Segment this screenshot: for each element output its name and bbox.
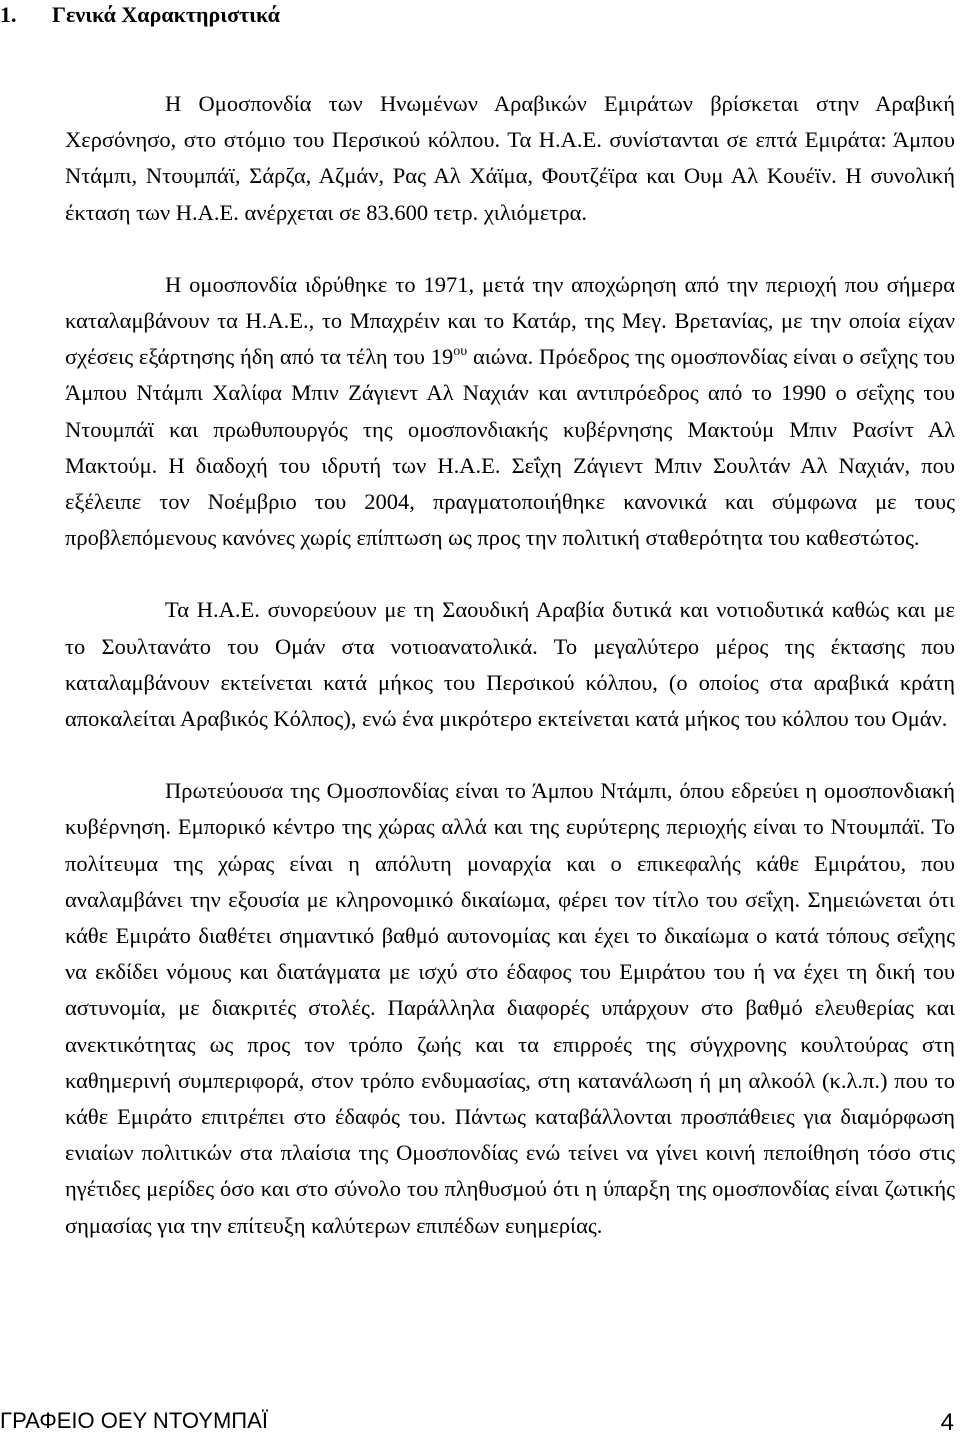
paragraph-capital: Πρωτεύουσα της Ομοσπονδίας είναι το Άμπου Ντάμπι, όπου εδρεύει η ομοσπονδιακή κυβέρνηση. Εμπορικό κέντρο της χώρας αλλά και της ευρύτερης περιοχής είναι το Ντουμπάϊ. Το πολίτευμα της χώρας είναι η απόλυτη μοναρχία και ο επικεφαλής κάθε Εμιράτου, που αναλαμβάνει την εξουσία με κληρονομικό δικαίωμα, φέρει τον τίτλο του σεΐχη. Σημειώνεται ότι κάθε Εμιράτο διαθέτει σημαντικό βαθμό αυτονομίας και έχει το δικαίωμα ο κατά τόπους σεΐχης να εκδίδει νόμους και διατάγματα με ισχύ στο έδαφος του Εμιράτου του ή να έχει τη δική του αστυνομία, με διακριτές στολές. Παράλληλα διαφορές υπάρχουν στο βαθμό ελευθερίας και ανεκτικότητας ως προς τον τρόπο ζωής και τα επιρροές της σύγχρονης κουλτούρας στη καθημερινή συμπεριφορά, στον τρόπο ενδυμασίας, στη κατανάλωση ή μη αλκοόλ (κ.λ.π.) που το κάθε Εμιράτο επιτρέπει στο έδαφός του. Πάντως καταβάλλονται προσπάθειες για διαμόρφωση ενιαίων πολιτικών στα πλαίσια της Ομοσπονδίας ενώ τείνει να γίνει κοινή πεποίθηση τόσο στις ηγέτιδες μερίδες όσο και στο σύνολο του πληθυσμού ότι η ύπαρξη της ομοσπονδίας είναι ζωτικής σημασίας για την επίτευξη καλύτερων επιπέδων ευημερίας. <box>65 778 955 1238</box>
century-superscript: ου <box>453 344 468 360</box>
section-title: Γενικά Χαρακτηριστικά <box>52 2 280 27</box>
page-number: 4 <box>940 1409 954 1436</box>
document-body <box>65 86 955 1244</box>
paragraph-location: Η Ομοσπονδία των Ηνωμένων Αραβικών Εμιράτων βρίσκεται στην Αραβική Χερσόνησο, στο στόμιο του Περσικού κόλπου. Τα Η.Α.Ε. συνίστανται σε επτά Εμιράτα: Άμπου Ντάμπι, Ντουμπάϊ, Σάρζα, Αζμάν, Ρας Αλ Χάϊμα, Φουτζέϊρα και Ουμ Αλ Κουέϊν. Η συνολική έκταση των Η.Α.Ε. ανέρχεται σε 83.600 τετρ. χιλιόμετρα. <box>65 91 955 225</box>
history-text-end: αιώνα. Πρόεδρος της ομοσπονδίας είναι ο σεΐχης του Άμπου Ντάμπι Χαλίφα Μπιν Ζάγιεντ Αλ Ναχιάν και αντιπρόεδρος από το 1990 ο σεΐχης του Ντουμπάϊ και πρωθυπουργός της ομοσπονδιακής κυβέρνησης Μακτούμ Μπιν Ρασίντ Αλ Μακτούμ. Η διαδοχή του ιδρυτή των Η.Α.Ε. Σεΐχη Ζάγιεντ Μπιν Σουλτάν Αλ Ναχιάν, που εξέλειπε τον Νοέμβριο του 2004, πραγματοποιήθηκε κανονικά και σύμφωνα με τους προβλεπόμενους κανόνες χωρίς επίπτωση ως προς την πολιτική σταθερότητα του καθεστώτος. <box>65 344 955 551</box>
paragraph-borders: Τα Η.Α.Ε. συνορεύουν με τη Σαουδική Αραβία δυτικά και νοτιοδυτικά καθώς και με το Σουλτανάτο του Ομάν στα νοτιοανατολικά. Το μεγαλύτερο μέρος της έκτασης που καταλαμβάνουν εκτείνεται κατά μήκος του Περσικού κόλπου, (ο οποίος στα αραβικά κράτη αποκαλείται Αραβικός Κόλπος), ενώ ένα μικρότερο εκτείνεται κατά μήκος του κόλπου του Ομάν. <box>65 597 955 732</box>
footer-office: ΓΡΑΦΕΙΟ ΟΕΥ ΝΤΟΥΜΠΑΪ <box>0 1408 268 1433</box>
history-text-start: Η ομοσπονδία ιδρύθηκε το 1971, μετά την αποχώρηση από την περιοχή που σήμερα καταλαμβάνουν τα Η.Α.Ε., το Μπαχρέιν και το Κατάρ, της Μεγ. Βρετανίας, με την οποία είχαν σχέσεις εξάρτησης ήδη από τα τέλη του 19 <box>65 271 955 370</box>
section-heading <box>0 2 280 28</box>
section-number: 1. <box>0 2 17 27</box>
paragraph-history <box>65 267 955 557</box>
